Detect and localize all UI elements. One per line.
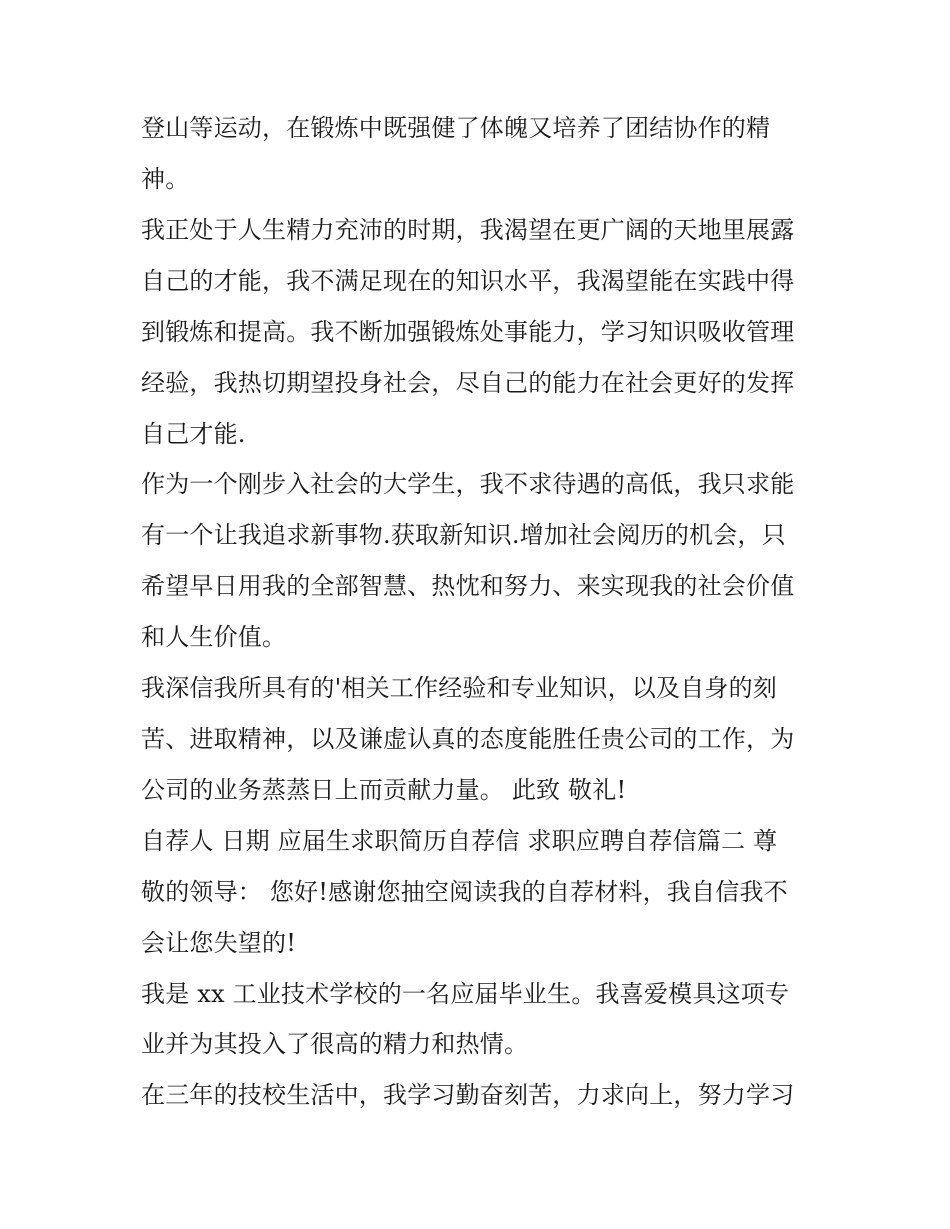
text-line: 我是 xx 工业技术学校的一名应届毕业生。我喜爱模具这项专 [141, 980, 790, 1008]
text-line: 作为一个刚步入社会的大学生，我不求待遇的高低，我只求能 [141, 470, 795, 498]
text-line: 自己才能. [141, 420, 246, 448]
text-line: 我正处于人生精力充沛的时期，我渴望在更广阔的天地里展露 [141, 216, 795, 244]
text-line: 会让您失望的! [141, 929, 297, 957]
text-line: 苦、进取精神，以及谦虚认真的态度能胜任贵公司的工作，为 [141, 725, 795, 753]
text-line: 业并为其投入了很高的精力和热情。 [141, 1030, 529, 1058]
text-line: 希望早日用我的全部智慧、热忱和努力、来实现我的社会价值 [141, 572, 795, 600]
text-line: 自荐人 日期 应届生求职简历自荐信 求职应聘自荐信篇二 尊 [141, 827, 778, 855]
text-line: 登山等运动，在锻炼中既强健了体魄又培养了团结协作的精 [141, 114, 771, 142]
text-line: 自己的才能，我不满足现在的知识水平，我渴望能在实践中得 [141, 267, 795, 295]
text-line: 和人生价值。 [141, 623, 287, 651]
text-line: 经验，我热切期望投身社会，尽自己的能力在社会更好的发挥 [141, 369, 795, 397]
text-line: 神。 [141, 165, 190, 193]
text-line: 到锻炼和提高。我不断加强锻炼处事能力，学习知识吸收管理 [141, 318, 795, 346]
text-line: 敬的领导： 您好!感谢您抽空阅读我的自荐材料，我自信我不 [141, 878, 788, 906]
text-line: 有一个让我追求新事物.获取新知识.增加社会阅历的机会，只 [141, 521, 786, 549]
text-line: 在三年的技校生活中，我学习勤奋刻苦，力求向上，努力学习 [141, 1081, 795, 1109]
text-line: 公司的业务蒸蒸日上而贡献力量。 此致 敬礼! [141, 776, 627, 804]
text-line: 我深信我所具有的'相关工作经验和专业知识，以及自身的刻 [141, 674, 777, 702]
